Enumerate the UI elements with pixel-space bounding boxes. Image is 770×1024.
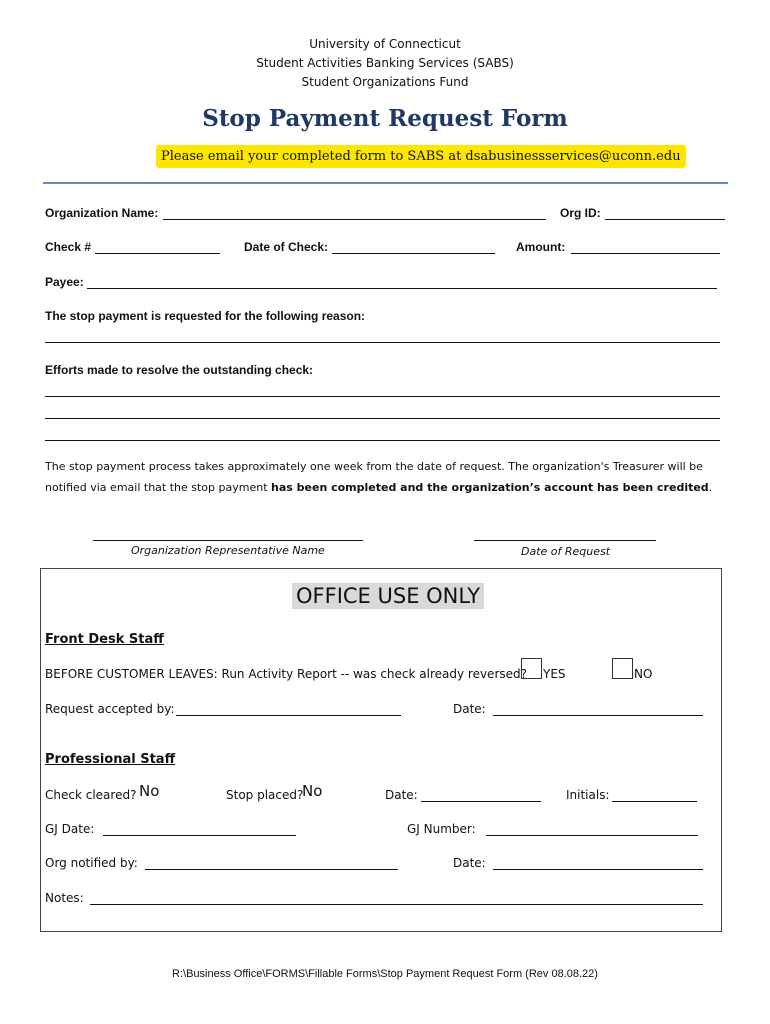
request-accepted-field[interactable] bbox=[176, 715, 401, 716]
before-leaves-text: BEFORE CUSTOMER LEAVES: Run Activity Report -- was check already reversed? bbox=[45, 667, 527, 681]
stop-placed-value[interactable]: No bbox=[302, 782, 323, 800]
check-cleared-label: Check cleared? bbox=[45, 788, 137, 802]
org-name-field[interactable] bbox=[163, 219, 546, 220]
yes-checkbox[interactable] bbox=[521, 658, 542, 679]
date-of-request-field[interactable] bbox=[474, 540, 656, 541]
org-notified-label: Org notified by: bbox=[45, 856, 138, 870]
efforts-field-1[interactable] bbox=[45, 396, 720, 397]
process-note-bold: has been completed and the organization’s account has been credited bbox=[271, 481, 709, 494]
org-name-label: Organization Name: bbox=[45, 206, 159, 220]
process-note-text: notified via email that the stop payment bbox=[45, 481, 272, 494]
yes-label: YES bbox=[543, 667, 566, 681]
professional-date-label: Date: bbox=[385, 788, 418, 802]
process-note-line1: The stop payment process takes approximately one week from the date of request. The organization's Treasurer will be bbox=[45, 460, 703, 473]
gj-date-field[interactable] bbox=[103, 835, 296, 836]
front-desk-date-field[interactable] bbox=[493, 715, 703, 716]
org-id-label: Org ID: bbox=[560, 206, 601, 220]
email-notice: Please email your completed form to SABS at dsabusinessservices@uconn.edu bbox=[156, 145, 686, 168]
rep-name-caption: Organization Representative Name bbox=[131, 544, 325, 557]
front-desk-heading: Front Desk Staff bbox=[45, 632, 164, 647]
amount-field[interactable] bbox=[571, 253, 720, 254]
gj-date-label: GJ Date: bbox=[45, 822, 95, 836]
check-cleared-value[interactable]: No bbox=[139, 782, 160, 800]
rep-name-field[interactable] bbox=[93, 540, 363, 541]
process-note-period: . bbox=[708, 481, 713, 494]
stop-placed-label: Stop placed? bbox=[226, 788, 304, 802]
office-use-title: OFFICE USE ONLY bbox=[292, 583, 484, 609]
efforts-field-2[interactable] bbox=[45, 418, 720, 419]
date-of-request-caption: Date of Request bbox=[521, 545, 611, 558]
no-label: NO bbox=[634, 667, 653, 681]
payee-label: Payee: bbox=[45, 275, 84, 289]
professional-staff-heading: Professional Staff bbox=[45, 752, 176, 767]
footer-path: R:\Business Office\FORMS\Fillable Forms\Stop Payment Request Form (Rev 08.08.22) bbox=[172, 968, 598, 980]
office-use-box bbox=[40, 568, 722, 932]
professional-date-field[interactable] bbox=[421, 801, 541, 802]
efforts-label: Efforts made to resolve the outstanding check: bbox=[45, 363, 314, 377]
org-id-field[interactable] bbox=[605, 219, 725, 220]
org-notified-date-label: Date: bbox=[453, 856, 486, 870]
gj-number-field[interactable] bbox=[486, 835, 698, 836]
gj-number-label: GJ Number: bbox=[407, 822, 476, 836]
header-fund: Student Organizations Fund bbox=[301, 75, 469, 89]
header-sabs: Student Activities Banking Services (SABS) bbox=[256, 56, 514, 70]
reason-field[interactable] bbox=[45, 342, 720, 343]
request-accepted-label: Request accepted by: bbox=[45, 702, 175, 716]
header-divider bbox=[43, 182, 728, 184]
form-title: Stop Payment Request Form bbox=[202, 105, 568, 132]
notes-field[interactable] bbox=[90, 904, 703, 905]
process-note-line2 bbox=[45, 481, 712, 494]
amount-label: Amount: bbox=[516, 240, 566, 254]
efforts-field-3[interactable] bbox=[45, 440, 720, 441]
date-of-check-field[interactable] bbox=[332, 253, 495, 254]
front-desk-date-label: Date: bbox=[453, 702, 486, 716]
org-notified-date-field[interactable] bbox=[493, 869, 703, 870]
payee-field[interactable] bbox=[87, 288, 717, 289]
header-university: University of Connecticut bbox=[309, 37, 461, 51]
no-checkbox[interactable] bbox=[612, 658, 633, 679]
initials-field[interactable] bbox=[612, 801, 697, 802]
notes-label: Notes: bbox=[45, 891, 84, 905]
reason-label: The stop payment is requested for the following reason: bbox=[45, 309, 366, 323]
initials-label: Initials: bbox=[566, 788, 610, 802]
org-notified-field[interactable] bbox=[145, 869, 398, 870]
check-number-label: Check # bbox=[45, 240, 92, 254]
check-number-field[interactable] bbox=[95, 253, 220, 254]
date-of-check-label: Date of Check: bbox=[244, 240, 329, 254]
